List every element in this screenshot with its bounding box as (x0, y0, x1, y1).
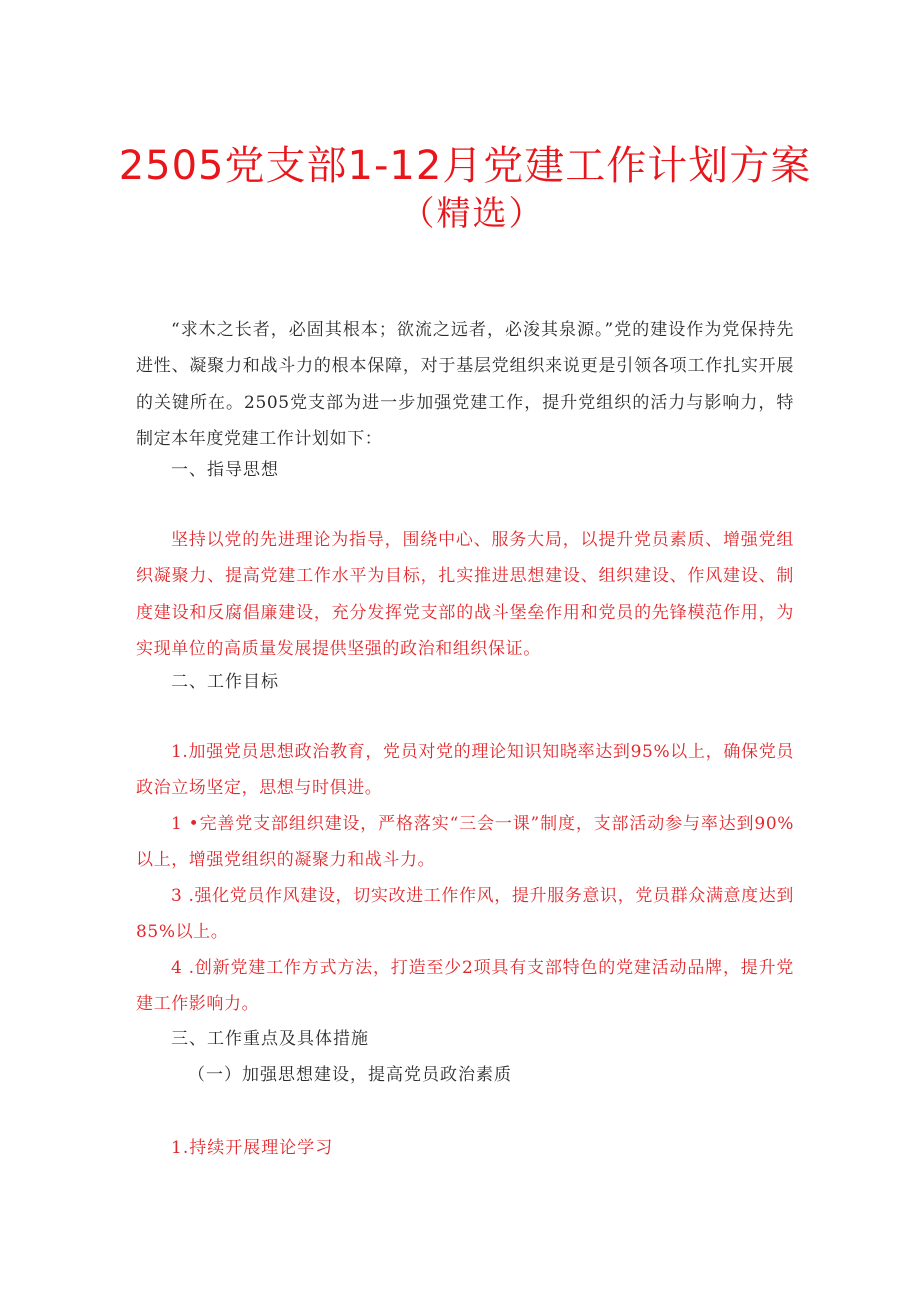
section-heading-work-goals: 二、工作目标 (171, 672, 279, 692)
subsection-heading-ideological-building: （一）加强思想建设，提高党员政治素质 (188, 1065, 512, 1085)
goal-item-1: 1.加强党员思想政治教育，党员对党的理论知识知晓率达到95%以上，确保党员政治立场坚定，思想与时俱进。 (136, 742, 794, 799)
section-heading-guiding-ideology: 一、指导思想 (171, 460, 279, 480)
document-subtitle: （精选） (400, 194, 545, 234)
document-title: 2505党支部1-12月党建工作计划方案 (118, 143, 812, 189)
goal-item-4: 4 .创新党建工作方式方法，打造至少2项具有支部特色的党建活动品牌，提升党建工作影响力。 (136, 958, 794, 1015)
goal-item-3: 3 .强化党员作风建设，切实改进工作作风，提升服务意识，党员群众满意度达到85%以上。 (136, 886, 794, 943)
section-heading-key-work: 三、工作重点及具体措施 (171, 1029, 369, 1049)
guiding-ideology-paragraph: 坚持以党的先进理论为指导，围绕中心、服务大局，以提升党员素质、增强党组织凝聚力、提高党建工作水平为目标，扎实推进思想建设、组织建设、作风建设、制度建设和反腐倡廉建设，充分发挥党支部的战斗堡垒作用和党员的先锋模范作用，为实现单位的高质量发展提供坚强的政治和组织保证。 (136, 530, 794, 659)
intro-paragraph: “求木之长者，必固其根本；欲流之远者，必浚其泉源。”党的建设作为党保持先进性、凝聚力和战斗力的根本保障，对于基层党组织来说更是引领各项工作扎实开展的关键所在。2505党支部为进一步加强党建工作，提升党组织的活力与影响力，特制定本年度党建工作计划如下： (136, 320, 794, 449)
item-heading-theory-study: 1.持续开展理论学习 (171, 1138, 334, 1158)
goal-item-2: 1 •完善党支部组织建设，严格落实“三会一课”制度，支部活动参与率达到90%以上，增强党组织的凝聚力和战斗力。 (136, 814, 794, 871)
